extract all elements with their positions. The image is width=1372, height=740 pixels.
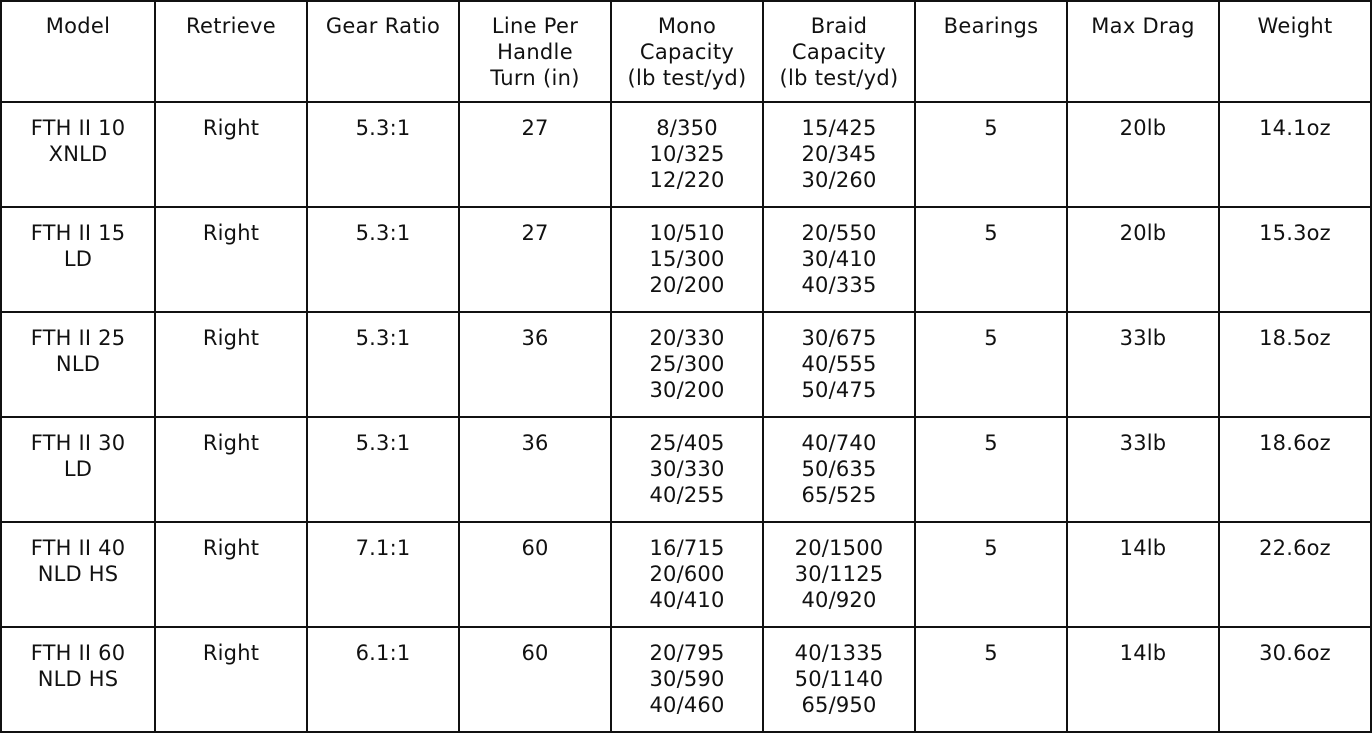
table-row <box>1 207 1371 312</box>
cell-bearings: 5 <box>915 417 1067 522</box>
cell-braid-capacity: 40/740 50/635 65/525 <box>763 417 915 522</box>
header-row <box>1 1 1371 102</box>
header-model: Model <box>1 1 155 102</box>
cell-model: FTH II 30 LD <box>1 417 155 522</box>
cell-braid-capacity: 20/1500 30/1125 40/920 <box>763 522 915 627</box>
cell-line-per-turn: 27 <box>459 207 611 312</box>
cell-mono-capacity: 10/510 15/300 20/200 <box>611 207 763 312</box>
cell-retrieve: Right <box>155 312 307 417</box>
cell-max-drag: 14lb <box>1067 627 1219 732</box>
cell-bearings: 5 <box>915 522 1067 627</box>
cell-retrieve: Right <box>155 102 307 207</box>
header-max-drag: Max Drag <box>1067 1 1219 102</box>
cell-gear-ratio: 5.3:1 <box>307 102 459 207</box>
cell-mono-capacity: 20/795 30/590 40/460 <box>611 627 763 732</box>
cell-braid-capacity: 30/675 40/555 50/475 <box>763 312 915 417</box>
cell-max-drag: 33lb <box>1067 312 1219 417</box>
table-row <box>1 417 1371 522</box>
cell-line-per-turn: 36 <box>459 417 611 522</box>
cell-retrieve: Right <box>155 522 307 627</box>
cell-max-drag: 14lb <box>1067 522 1219 627</box>
cell-retrieve: Right <box>155 207 307 312</box>
cell-braid-capacity: 20/550 30/410 40/335 <box>763 207 915 312</box>
cell-gear-ratio: 5.3:1 <box>307 312 459 417</box>
cell-line-per-turn: 36 <box>459 312 611 417</box>
table-row <box>1 102 1371 207</box>
table-body <box>1 102 1371 732</box>
cell-braid-capacity: 15/425 20/345 30/260 <box>763 102 915 207</box>
cell-braid-capacity: 40/1335 50/1140 65/950 <box>763 627 915 732</box>
cell-weight: 14.1oz <box>1219 102 1371 207</box>
cell-weight: 30.6oz <box>1219 627 1371 732</box>
cell-gear-ratio: 5.3:1 <box>307 417 459 522</box>
cell-max-drag: 20lb <box>1067 207 1219 312</box>
cell-mono-capacity: 16/715 20/600 40/410 <box>611 522 763 627</box>
header-retrieve: Retrieve <box>155 1 307 102</box>
table-row <box>1 312 1371 417</box>
cell-gear-ratio: 6.1:1 <box>307 627 459 732</box>
header-braid-capacity: Braid Capacity (lb test/yd) <box>763 1 915 102</box>
cell-retrieve: Right <box>155 627 307 732</box>
cell-line-per-turn: 27 <box>459 102 611 207</box>
cell-model: FTH II 25 NLD <box>1 312 155 417</box>
cell-mono-capacity: 20/330 25/300 30/200 <box>611 312 763 417</box>
cell-model: FTH II 15 LD <box>1 207 155 312</box>
table-header <box>1 1 1371 102</box>
cell-bearings: 5 <box>915 312 1067 417</box>
cell-model: FTH II 40 NLD HS <box>1 522 155 627</box>
cell-max-drag: 20lb <box>1067 102 1219 207</box>
cell-model: FTH II 60 NLD HS <box>1 627 155 732</box>
header-mono-capacity: Mono Capacity (lb test/yd) <box>611 1 763 102</box>
cell-bearings: 5 <box>915 207 1067 312</box>
cell-weight: 22.6oz <box>1219 522 1371 627</box>
cell-model: FTH II 10 XNLD <box>1 102 155 207</box>
cell-bearings: 5 <box>915 102 1067 207</box>
cell-mono-capacity: 25/405 30/330 40/255 <box>611 417 763 522</box>
table-row <box>1 522 1371 627</box>
cell-gear-ratio: 5.3:1 <box>307 207 459 312</box>
header-weight: Weight <box>1219 1 1371 102</box>
cell-weight: 18.5oz <box>1219 312 1371 417</box>
cell-retrieve: Right <box>155 417 307 522</box>
table-row <box>1 627 1371 732</box>
cell-mono-capacity: 8/350 10/325 12/220 <box>611 102 763 207</box>
header-gear-ratio: Gear Ratio <box>307 1 459 102</box>
cell-bearings: 5 <box>915 627 1067 732</box>
cell-weight: 18.6oz <box>1219 417 1371 522</box>
cell-line-per-turn: 60 <box>459 627 611 732</box>
cell-line-per-turn: 60 <box>459 522 611 627</box>
cell-weight: 15.3oz <box>1219 207 1371 312</box>
header-line-per-handle-turn: Line Per Handle Turn (in) <box>459 1 611 102</box>
cell-gear-ratio: 7.1:1 <box>307 522 459 627</box>
header-bearings: Bearings <box>915 1 1067 102</box>
cell-max-drag: 33lb <box>1067 417 1219 522</box>
